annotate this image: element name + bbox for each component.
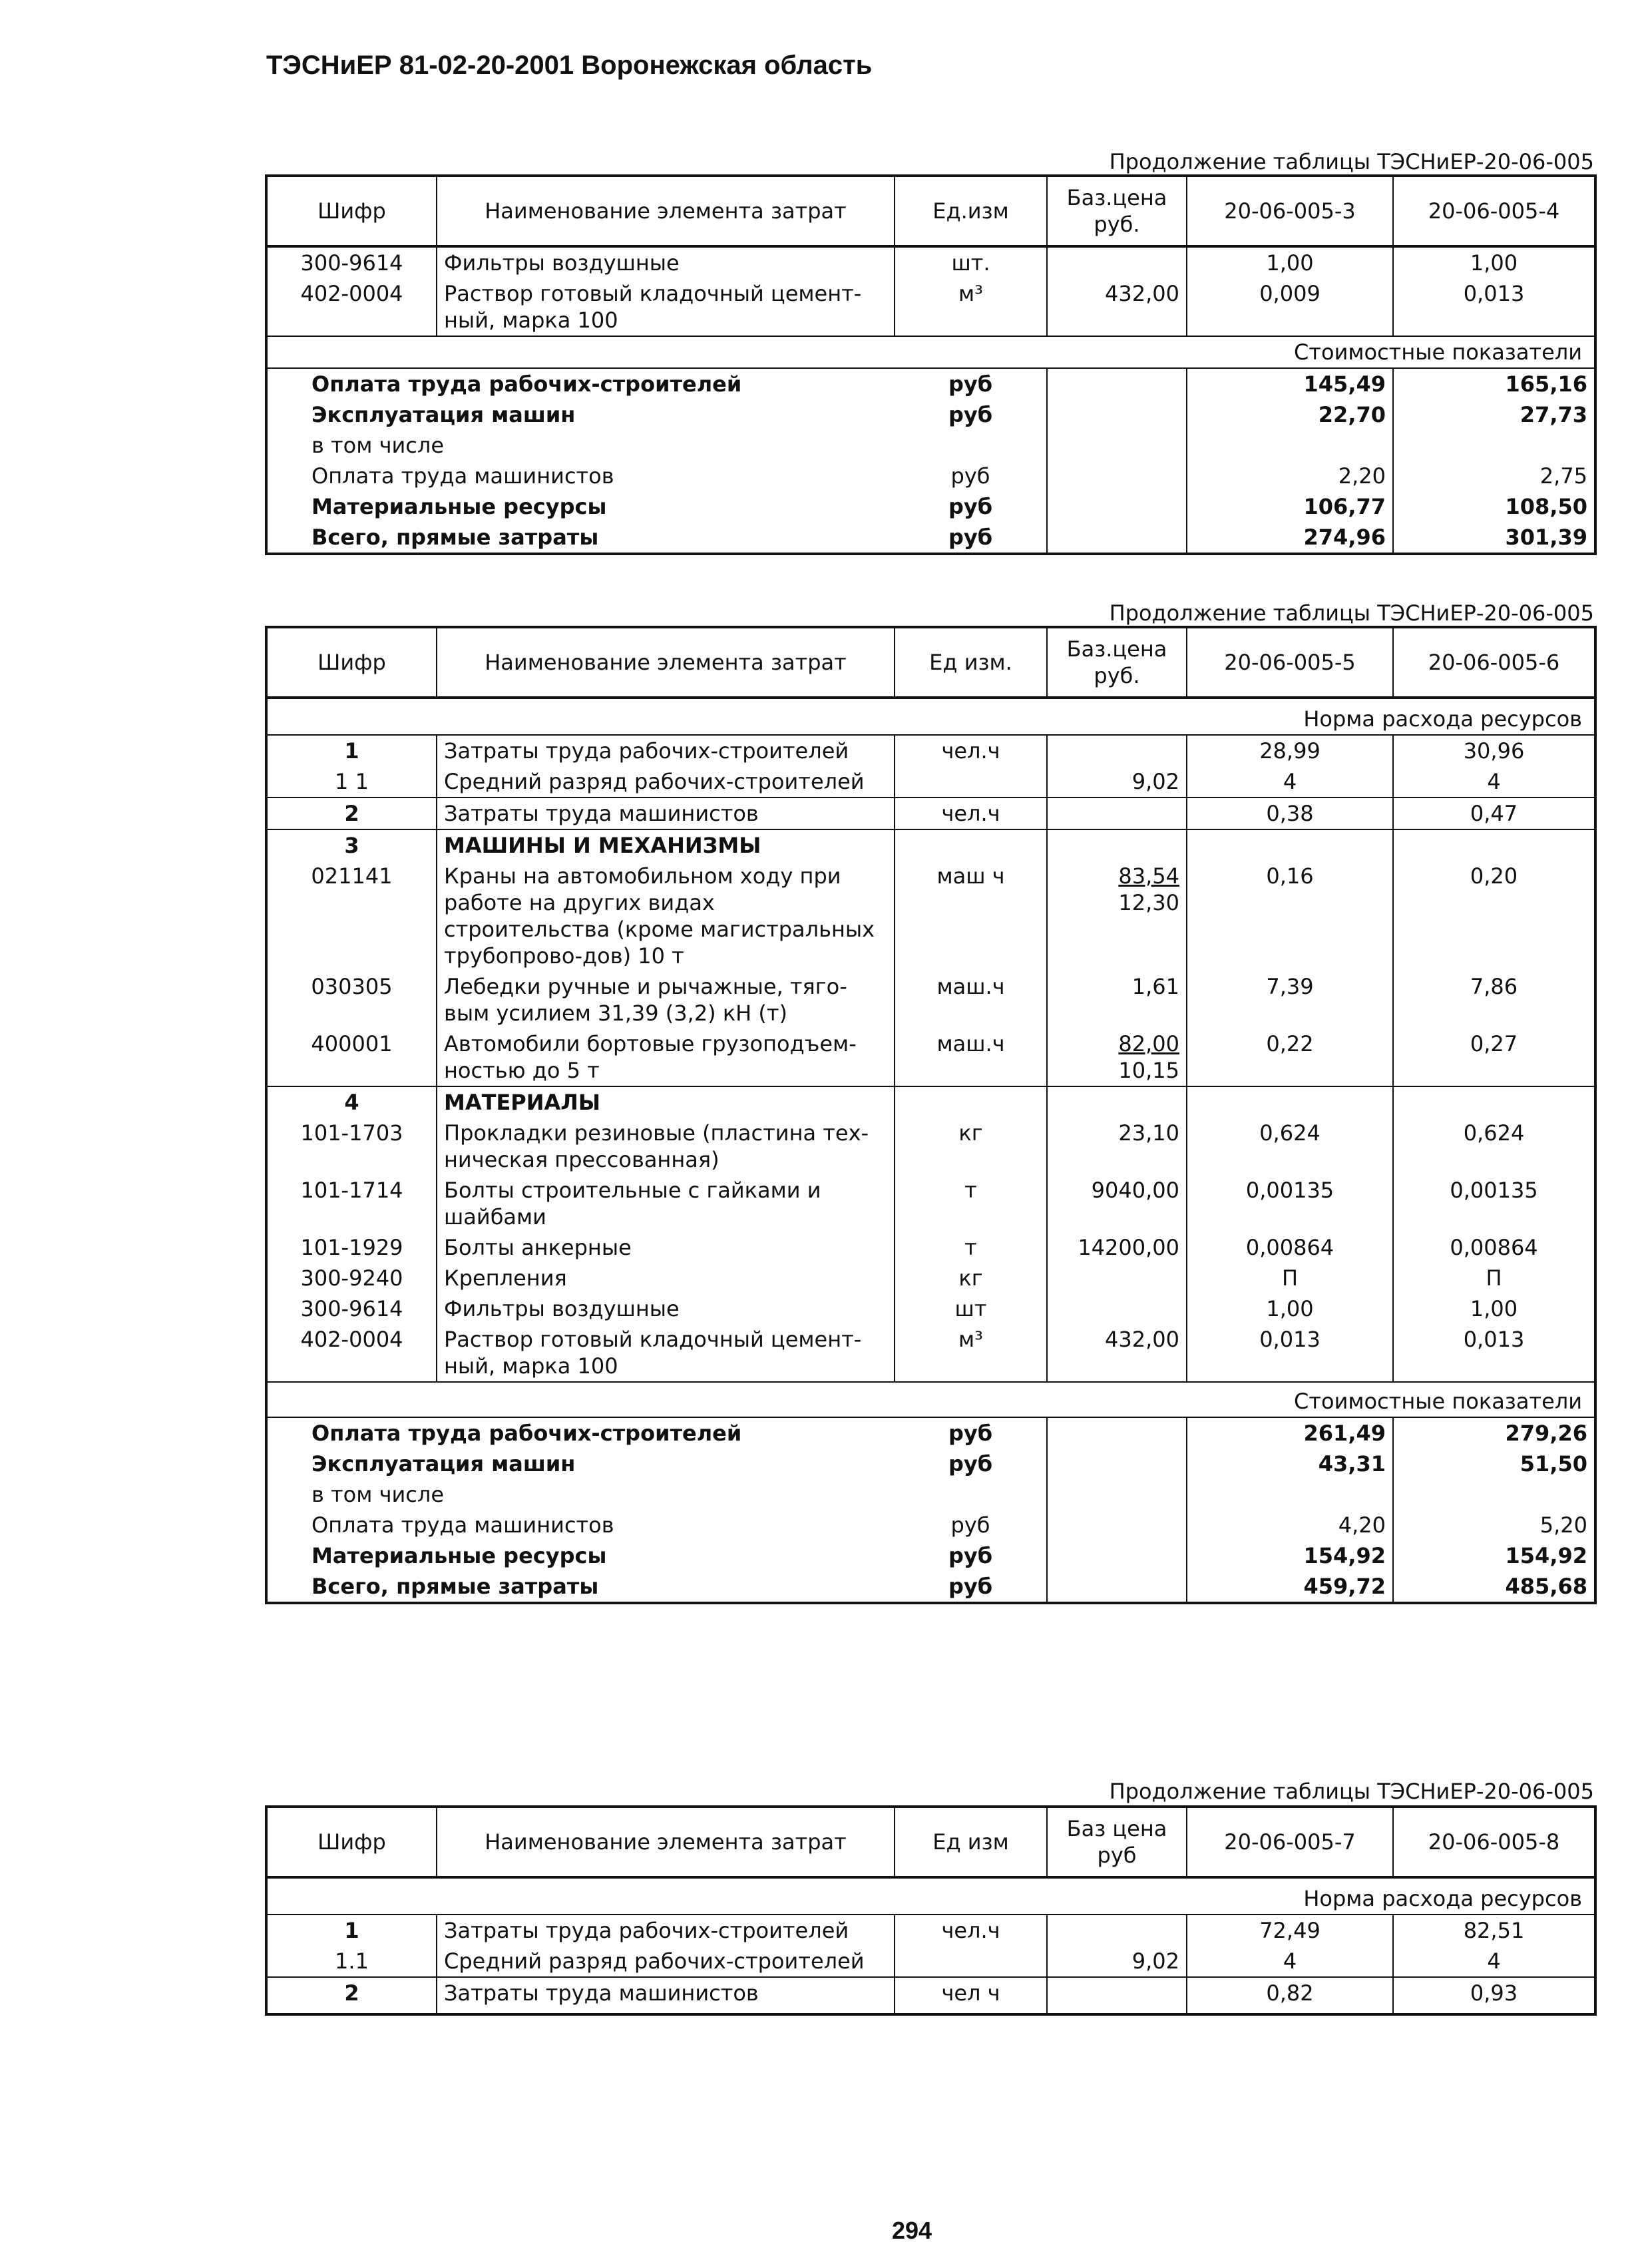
row-code: 300-9614 bbox=[300, 1296, 403, 1321]
row-code: 1.1 bbox=[335, 1948, 369, 1974]
col-header-norm-8: 20-06-005-8 bbox=[1393, 1807, 1595, 1877]
cost-row bbox=[266, 1510, 1595, 1540]
row-value-1: 0,38 bbox=[1187, 797, 1393, 829]
row-name: Болты строительные с гайками и шайбами bbox=[437, 1175, 895, 1232]
cost-value-2: 51,50 bbox=[1393, 1449, 1595, 1479]
cost-name: Оплата труда рабочих-строителей bbox=[311, 371, 742, 397]
cost-row bbox=[266, 399, 1595, 430]
section-label-row bbox=[266, 336, 1595, 368]
table-row bbox=[266, 1293, 1595, 1324]
price-value: 82,00 bbox=[1118, 1031, 1179, 1056]
cost-row bbox=[266, 491, 1595, 522]
row-price: 9,02 bbox=[1047, 1946, 1187, 1977]
cost-indicators-label: Стоимостные показатели bbox=[266, 1382, 1595, 1417]
row-value-1: 1,00 bbox=[1187, 1293, 1393, 1324]
cost-row bbox=[266, 1540, 1595, 1571]
row-code: 1 bbox=[344, 738, 359, 764]
row-price bbox=[1047, 1977, 1187, 2014]
cost-name: в том числе bbox=[311, 1482, 444, 1507]
cost-value-1: 261,49 bbox=[1187, 1417, 1393, 1449]
section-code: 4 bbox=[266, 1086, 437, 1118]
row-value-2: 82,51 bbox=[1393, 1915, 1595, 1946]
norm-label: Норма расхода ресурсов bbox=[266, 1877, 1595, 1915]
row-price bbox=[1047, 246, 1187, 278]
cost-indicators-label: Стоимостные показатели bbox=[266, 336, 1595, 368]
row-unit: шт bbox=[895, 1293, 1047, 1324]
row-value-1: 72,49 bbox=[1187, 1915, 1393, 1946]
row-code: 101-1929 bbox=[300, 1235, 403, 1260]
row-price: 432,00 bbox=[1047, 1324, 1187, 1382]
table-header-row bbox=[266, 627, 1595, 698]
cost-value-2: 154,92 bbox=[1393, 1540, 1595, 1571]
row-price bbox=[1047, 735, 1187, 766]
row-value-2: 0,20 bbox=[1393, 861, 1595, 971]
cost-row bbox=[266, 368, 1595, 399]
row-value-2: 0,27 bbox=[1393, 1028, 1595, 1086]
cost-name: в том числе bbox=[311, 433, 444, 458]
row-unit: чел.ч bbox=[895, 1915, 1047, 1946]
row-name: Краны на автомобильном ходу при работе на других видах строительства (кроме магистральных трубопрово-дов) 10 т bbox=[437, 861, 895, 971]
table-row bbox=[266, 971, 1595, 1028]
table-row bbox=[266, 1324, 1595, 1382]
table-row bbox=[266, 1175, 1595, 1232]
col-header-price: Баз.цена руб. bbox=[1047, 627, 1187, 698]
row-price bbox=[1047, 1915, 1187, 1946]
cost-name: Оплата труда машинистов bbox=[311, 1512, 614, 1538]
table-row bbox=[266, 861, 1595, 971]
row-unit bbox=[895, 766, 1047, 797]
table-header-row bbox=[266, 176, 1595, 246]
continuation-label: Продолжение таблицы ТЭСНиЕР-20-06-005 bbox=[1109, 149, 1594, 174]
row-price: 1,61 bbox=[1047, 971, 1187, 1028]
row-value-1: П bbox=[1187, 1263, 1393, 1293]
cost-unit: руб bbox=[948, 1421, 993, 1446]
row-code: 2 bbox=[266, 1977, 437, 2014]
row-code: 101-1703 bbox=[300, 1120, 403, 1146]
row-value-2: 1,00 bbox=[1393, 1293, 1595, 1324]
cost-unit: руб bbox=[948, 402, 993, 427]
table-row bbox=[266, 246, 1595, 278]
row-name: Крепления bbox=[437, 1263, 895, 1293]
cost-value-1: 106,77 bbox=[1187, 491, 1393, 522]
cost-unit: руб bbox=[948, 525, 993, 550]
row-code: 1 bbox=[344, 1918, 359, 1943]
cost-unit: руб bbox=[950, 463, 990, 489]
row-value-2: 0,00135 bbox=[1393, 1175, 1595, 1232]
cost-unit: руб bbox=[948, 1574, 993, 1599]
cost-name: Эксплуатация машин bbox=[311, 402, 576, 427]
row-name: Средний разряд рабочих-строителей bbox=[437, 766, 895, 797]
cost-value-1: 22,70 bbox=[1187, 399, 1393, 430]
col-header-name: Наименование элемента затрат bbox=[437, 1807, 895, 1877]
row-unit: м³ bbox=[895, 278, 1047, 336]
cost-value-2: 485,68 bbox=[1393, 1571, 1595, 1603]
row-name: Болты анкерные bbox=[437, 1232, 895, 1263]
cost-name: Всего, прямые затраты bbox=[311, 525, 599, 550]
row-value-1: 4 bbox=[1187, 766, 1393, 797]
table-row bbox=[266, 1977, 1595, 2014]
col-header-norm-6: 20-06-005-6 bbox=[1393, 627, 1595, 698]
row-unit: чел.ч bbox=[895, 735, 1047, 766]
table-row bbox=[266, 1028, 1595, 1086]
row-code: 030305 bbox=[311, 974, 393, 999]
col-header-norm-5: 20-06-005-5 bbox=[1187, 627, 1393, 698]
row-price: 9,02 bbox=[1047, 766, 1187, 797]
cost-value-1: 2,20 bbox=[1187, 461, 1393, 491]
row-value-2: 7,86 bbox=[1393, 971, 1595, 1028]
section-label-row bbox=[266, 698, 1595, 735]
row-name: Средний разряд рабочих-строителей bbox=[437, 1946, 895, 1977]
cost-value-2: 108,50 bbox=[1393, 491, 1595, 522]
col-header-norm-4: 20-06-005-4 bbox=[1393, 176, 1595, 246]
table-row bbox=[266, 1118, 1595, 1175]
row-name: Фильтры воздушные bbox=[437, 1293, 895, 1324]
row-value-1: 0,82 bbox=[1187, 1977, 1393, 2014]
page-number: 294 bbox=[892, 2217, 932, 2244]
row-price bbox=[1047, 1293, 1187, 1324]
cost-row bbox=[266, 1417, 1595, 1449]
col-header-norm-7: 20-06-005-7 bbox=[1187, 1807, 1393, 1877]
row-price: 432,00 bbox=[1047, 278, 1187, 336]
cost-name: Материальные ресурсы bbox=[311, 494, 607, 519]
row-unit: т bbox=[895, 1175, 1047, 1232]
cost-name: Материальные ресурсы bbox=[311, 1543, 607, 1568]
row-value-2: 1,00 bbox=[1393, 246, 1595, 278]
cost-row bbox=[266, 522, 1595, 554]
estimate-table-1 bbox=[265, 174, 1597, 555]
section-row-materials bbox=[266, 1086, 1595, 1118]
cost-row bbox=[266, 1479, 1595, 1510]
row-value-1: 0,00864 bbox=[1187, 1232, 1393, 1263]
cost-row bbox=[266, 1571, 1595, 1603]
row-code: 402-0004 bbox=[300, 1327, 403, 1352]
row-unit bbox=[895, 1946, 1047, 1977]
section-title: МАТЕРИАЛЫ bbox=[437, 1086, 895, 1118]
table-row bbox=[266, 797, 1595, 829]
table-row bbox=[266, 766, 1595, 797]
cost-row bbox=[266, 430, 1595, 461]
row-price bbox=[1047, 1028, 1187, 1086]
row-price bbox=[1047, 797, 1187, 829]
row-name: Раствор готовый кладочный цемент-ный, марка 100 bbox=[437, 278, 895, 336]
row-unit: маш.ч bbox=[895, 1028, 1047, 1086]
row-name: Автомобили бортовые грузоподъем-ностью до 5 т bbox=[437, 1028, 895, 1086]
section-label-row bbox=[266, 1382, 1595, 1417]
row-price bbox=[1047, 861, 1187, 971]
row-unit: кг bbox=[895, 1263, 1047, 1293]
cost-value-1: 43,31 bbox=[1187, 1449, 1393, 1479]
estimate-table-2 bbox=[265, 626, 1597, 1604]
col-header-unit: Ед изм bbox=[895, 1807, 1047, 1877]
row-price: 23,10 bbox=[1047, 1118, 1187, 1175]
cost-unit: руб bbox=[948, 494, 993, 519]
cost-row bbox=[266, 1449, 1595, 1479]
row-value-1: 1,00 bbox=[1187, 246, 1393, 278]
row-code: 402-0004 bbox=[300, 281, 403, 306]
row-value-2: 0,00864 bbox=[1393, 1232, 1595, 1263]
row-code: 2 bbox=[266, 797, 437, 829]
row-unit: кг bbox=[895, 1118, 1047, 1175]
norm-label: Норма расхода ресурсов bbox=[266, 698, 1595, 735]
cost-value-2: 5,20 bbox=[1393, 1510, 1595, 1540]
row-name: Лебедки ручные и рычажные, тяго-вым усилием 31,39 (3,2) кН (т) bbox=[437, 971, 895, 1028]
document-header: ТЭСНиЕР 81-02-20-2001 Воронежская область bbox=[266, 51, 873, 80]
row-value-1: 4 bbox=[1187, 1946, 1393, 1977]
cost-value-2: 2,75 bbox=[1393, 461, 1595, 491]
table-row bbox=[266, 735, 1595, 766]
row-price: 9040,00 bbox=[1047, 1175, 1187, 1232]
cost-value-2: 27,73 bbox=[1393, 399, 1595, 430]
table-row bbox=[266, 1232, 1595, 1263]
cost-value-2: 279,26 bbox=[1393, 1417, 1595, 1449]
section-code: 3 bbox=[266, 829, 437, 861]
price-value: 83,54 bbox=[1118, 863, 1179, 889]
row-unit: чел ч bbox=[895, 1977, 1047, 2014]
row-price bbox=[1047, 1263, 1187, 1293]
row-unit: м³ bbox=[895, 1324, 1047, 1382]
col-header-name: Наименование элемента затрат bbox=[437, 627, 895, 698]
section-row-machines bbox=[266, 829, 1595, 861]
row-value-2: 30,96 bbox=[1393, 735, 1595, 766]
row-unit: маш ч bbox=[895, 861, 1047, 971]
row-value-2: 0,013 bbox=[1393, 278, 1595, 336]
row-value-2: 4 bbox=[1393, 766, 1595, 797]
col-header-code: Шифр bbox=[266, 176, 437, 246]
cost-value-1: 145,49 bbox=[1187, 368, 1393, 399]
cost-value-1: 274,96 bbox=[1187, 522, 1393, 554]
col-header-norm-3: 20-06-005-3 bbox=[1187, 176, 1393, 246]
col-header-name: Наименование элемента затрат bbox=[437, 176, 895, 246]
row-value-1: 0,22 bbox=[1187, 1028, 1393, 1086]
row-value-2: 0,47 bbox=[1393, 797, 1595, 829]
row-value-2: 4 bbox=[1393, 1946, 1595, 1977]
row-value-1: 0,013 bbox=[1187, 1324, 1393, 1382]
col-header-unit: Ед.изм bbox=[895, 176, 1047, 246]
row-price: 14200,00 bbox=[1047, 1232, 1187, 1263]
cost-unit: руб bbox=[948, 1451, 993, 1476]
section-label-row bbox=[266, 1877, 1595, 1915]
row-value-1: 0,009 bbox=[1187, 278, 1393, 336]
row-value-1: 7,39 bbox=[1187, 971, 1393, 1028]
row-name: Прокладки резиновые (пластина тех-ническая прессованная) bbox=[437, 1118, 895, 1175]
row-value-1: 0,16 bbox=[1187, 861, 1393, 971]
continuation-label: Продолжение таблицы ТЭСНиЕР-20-06-005 bbox=[1109, 600, 1594, 626]
cost-value-1: 154,92 bbox=[1187, 1540, 1393, 1571]
row-code: 021141 bbox=[311, 863, 393, 889]
table-row bbox=[266, 278, 1595, 336]
row-code: 1 1 bbox=[335, 769, 369, 794]
row-code: 400001 bbox=[311, 1031, 393, 1056]
cost-row bbox=[266, 461, 1595, 491]
cost-value-1: 459,72 bbox=[1187, 1571, 1393, 1603]
price-machinist: 12,30 bbox=[1118, 890, 1179, 915]
row-name: Фильтры воздушные bbox=[437, 246, 895, 278]
row-code: 101-1714 bbox=[300, 1178, 403, 1203]
table-row bbox=[266, 1915, 1595, 1946]
cost-value-2: 165,16 bbox=[1393, 368, 1595, 399]
col-header-code: Шифр bbox=[266, 627, 437, 698]
row-value-2: 0,624 bbox=[1393, 1118, 1595, 1175]
row-name: Затраты труда рабочих-строителей bbox=[437, 735, 895, 766]
cost-name: Всего, прямые затраты bbox=[311, 1574, 599, 1599]
row-unit: чел.ч bbox=[895, 797, 1047, 829]
row-value-2: 0,93 bbox=[1393, 1977, 1595, 2014]
cost-value-2: 301,39 bbox=[1393, 522, 1595, 554]
cost-unit: руб bbox=[950, 1512, 990, 1538]
cost-unit: руб bbox=[948, 371, 993, 397]
row-code: 300-9614 bbox=[300, 250, 403, 276]
row-name: Затраты труда машинистов bbox=[437, 1977, 895, 2014]
cost-unit: руб bbox=[948, 1543, 993, 1568]
col-header-unit: Ед изм. bbox=[895, 627, 1047, 698]
continuation-label: Продолжение таблицы ТЭСНиЕР-20-06-005 bbox=[1109, 1779, 1594, 1804]
cost-name: Оплата труда рабочих-строителей bbox=[311, 1421, 742, 1446]
table-row bbox=[266, 1263, 1595, 1293]
cost-name: Эксплуатация машин bbox=[311, 1451, 576, 1476]
col-header-price: Баз.цена руб. bbox=[1047, 176, 1187, 246]
table-header-row bbox=[266, 1807, 1595, 1877]
col-header-code: Шифр bbox=[266, 1807, 437, 1877]
cost-name: Оплата труда машинистов bbox=[311, 463, 614, 489]
row-value-1: 0,00135 bbox=[1187, 1175, 1393, 1232]
row-value-1: 28,99 bbox=[1187, 735, 1393, 766]
row-name: Затраты труда машинистов bbox=[437, 797, 895, 829]
row-value-2: П bbox=[1393, 1263, 1595, 1293]
table-row bbox=[266, 1946, 1595, 1977]
price-machinist: 10,15 bbox=[1118, 1058, 1179, 1083]
row-unit: т bbox=[895, 1232, 1047, 1263]
row-name: Раствор готовый кладочный цемент-ный, марка 100 bbox=[437, 1324, 895, 1382]
row-unit: маш.ч bbox=[895, 971, 1047, 1028]
row-value-1: 0,624 bbox=[1187, 1118, 1393, 1175]
cost-value-1: 4,20 bbox=[1187, 1510, 1393, 1540]
section-title: МАШИНЫ И МЕХАНИЗМЫ bbox=[437, 829, 895, 861]
col-header-price: Баз цена руб bbox=[1047, 1807, 1187, 1877]
row-code: 300-9240 bbox=[300, 1265, 403, 1291]
row-name: Затраты труда рабочих-строителей bbox=[437, 1915, 895, 1946]
row-value-2: 0,013 bbox=[1393, 1324, 1595, 1382]
estimate-table-3 bbox=[265, 1805, 1597, 2016]
row-unit: шт. bbox=[895, 246, 1047, 278]
